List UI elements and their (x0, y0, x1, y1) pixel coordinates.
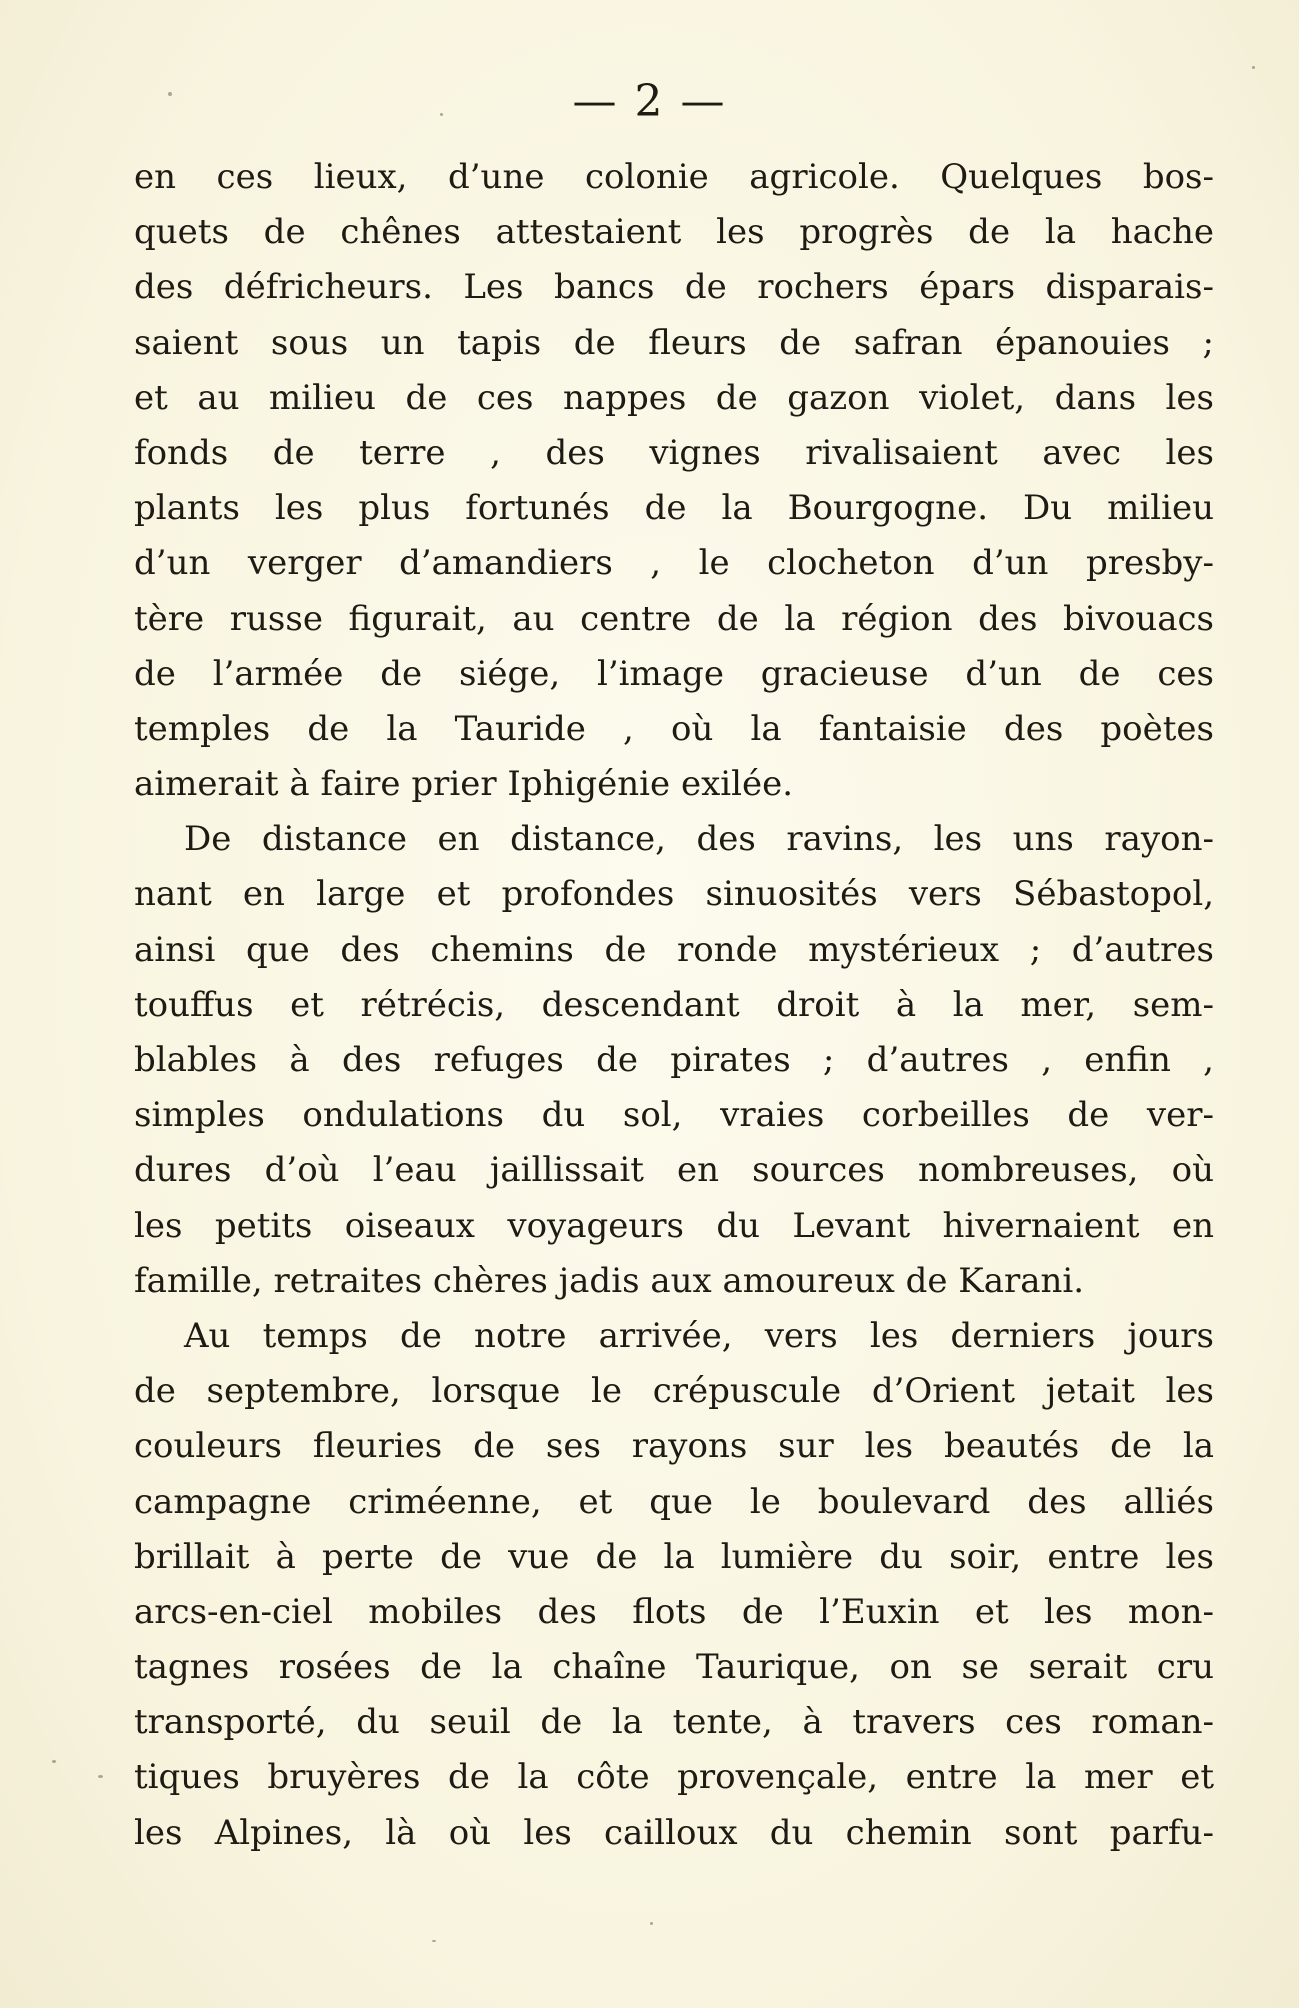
text-line: et au milieu de ces nappes de gazon violet, dans les (134, 377, 1214, 418)
ink-speck (52, 1760, 56, 1763)
text-line: dures d’où l’eau jaillissait en sources nombreuses, où (134, 1150, 1214, 1191)
text-line: fonds de terre , des vignes rivalisaient avec les (134, 432, 1214, 473)
ink-speck (440, 113, 443, 116)
text-line: en ces lieux, d’une colonie agricole. Quelques bos- (134, 157, 1214, 197)
ink-speck (432, 1940, 436, 1942)
ink-speck (1252, 66, 1255, 69)
text-line: tagnes rosées de la chaîne Taurique, on se serait cru (134, 1647, 1214, 1688)
text-line: tère russe figurait, au centre de la région des bivouacs (134, 598, 1214, 639)
body-text (134, 150, 1214, 1861)
text-line: couleurs fleuries de ses rayons sur les beautés de la (134, 1426, 1214, 1467)
text-line: les Alpines, là où les cailloux du chemin sont parfu- (134, 1812, 1214, 1853)
text-line: plants les plus fortunés de la Bourgogne. Du milieu (134, 488, 1214, 529)
text-line: tiques bruyères de la côte provençale, entre la mer et (134, 1757, 1214, 1798)
text-line: blables à des refuges de pirates ; d’autres , enfin , (134, 1040, 1214, 1080)
text-line: de l’armée de siége, l’image gracieuse d’un de ces (134, 653, 1214, 694)
paragraph (134, 150, 1214, 812)
text-line: aimerait à faire prier Iphigénie exilée. (134, 764, 794, 805)
text-line: arcs-en-ciel mobiles des flots de l’Euxin et les mon- (134, 1591, 1214, 1632)
text-line: brillait à perte de vue de la lumière du soir, entre les (134, 1536, 1214, 1577)
text-line: campagne criméenne, et que le boulevard des alliés (134, 1481, 1214, 1522)
text-line: des défricheurs. Les bancs de rochers épars disparais- (134, 267, 1214, 308)
text-line: les petits oiseaux voyageurs du Levant hivernaient en (134, 1205, 1214, 1246)
text-line: Au temps de notre arrivée, vers les derniers jours (184, 1315, 1214, 1356)
text-line: temples de la Tauride , où la fantaisie des poètes (134, 708, 1214, 749)
text-line: de septembre, lorsque le crépuscule d’Orient jetait les (134, 1371, 1214, 1412)
text-line: famille, retraites chères jadis aux amoureux de Karani. (134, 1260, 1085, 1301)
ink-speck (650, 1922, 653, 1925)
text-line: saient sous un tapis de fleurs de safran épanouies ; (134, 322, 1214, 363)
paragraph (134, 812, 1214, 1309)
text-line: simples ondulations du sol, vraies corbeilles de ver- (134, 1095, 1214, 1136)
text-line: De distance en distance, des ravins, les uns rayon- (184, 819, 1214, 860)
ink-speck (98, 1775, 103, 1778)
text-line: quets de chênes attestaient les progrès de la hache (134, 212, 1214, 253)
ink-speck (168, 92, 172, 96)
text-line: ainsi que des chemins de ronde mystérieux ; d’autres (134, 929, 1214, 970)
paragraph (134, 1309, 1214, 1861)
text-line: nant en large et profondes sinuosités vers Sébastopol, (134, 874, 1214, 915)
page-number: — 2 — (572, 76, 727, 127)
text-line: touffus et rétrécis, descendant droit à la mer, sem- (134, 984, 1214, 1025)
text-line: transporté, du seuil de la tente, à travers ces roman- (134, 1702, 1214, 1743)
text-line: d’un verger d’amandiers , le clocheton d’un presby- (134, 543, 1214, 584)
